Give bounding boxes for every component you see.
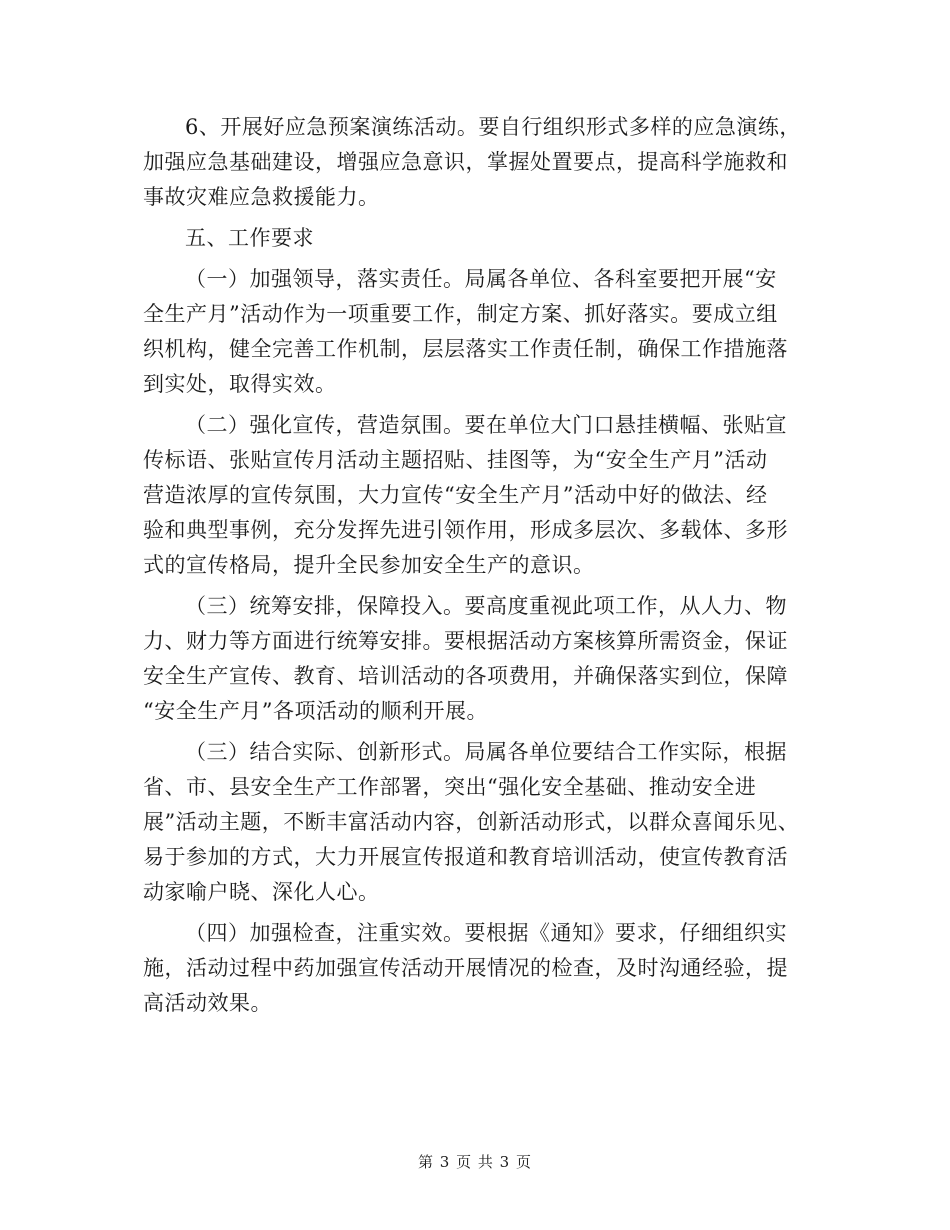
section-heading-work-requirements [143, 221, 807, 256]
text-line: 验和典型事例，充分发挥先进引领作用，形成多层次、多载体、多形 [143, 518, 788, 542]
paragraph-inspection [143, 916, 807, 1021]
text-line: （四）加强检查，注重实效。要根据《通知》要求，仔细组织实 [185, 921, 787, 945]
text-line: 织机构，健全完善工作机制，层层落实工作责任制，确保工作措施落 [143, 337, 788, 361]
text-line: 加强应急基础建设，增强应急意识，掌握处置要点，提高科学施救和 [143, 150, 788, 174]
text-line: （三）统筹安排，保障投入。要高度重视此项工作，从人力、物 [185, 594, 787, 618]
text-line: （三）结合实际、创新形式。局属各单位要结合工作实际，根据 [185, 740, 787, 764]
document-body [143, 110, 807, 1027]
paragraph-innovation [143, 735, 807, 910]
text-line: 力、财力等方面进行统筹安排。要根据活动方案核算所需资金，保证 [143, 629, 788, 653]
page-number-footer: 第 3 页 共 3 页 [418, 1153, 532, 1171]
text-line: 传标语、张贴宣传月活动主题招贴、挂图等，为“安全生产月”活动 [143, 448, 768, 472]
text-line: 安全生产宣传、教育、培训活动的各项费用，并确保落实到位，保障 [143, 664, 788, 688]
text-line: 6、开展好应急预案演练活动。要自行组织形式多样的应急演练， [185, 115, 801, 139]
text-line: “安全生产月”各项活动的顺利开展。 [143, 699, 488, 723]
text-line: 营造浓厚的宣传氛围，大力宣传“安全生产月”活动中好的做法、经 [143, 483, 768, 507]
section-heading: 五、工作要求 [185, 226, 314, 250]
text-line: 事故灾难应急救援能力。 [143, 185, 380, 209]
text-line: （二）强化宣传，营造氛围。要在单位大门口悬挂横幅、张贴宣 [185, 413, 787, 437]
paragraph-investment [143, 589, 807, 729]
text-line: 全生产月”活动作为一项重要工作，制定方案、抓好落实。要成立组 [143, 302, 778, 326]
text-line: 展”活动主题，不断丰富活动内容，创新活动形式，以群众喜闻乐见、 [143, 810, 800, 834]
text-line: 到实处，取得实效。 [143, 372, 337, 396]
text-line: （一）加强领导，落实责任。局属各单位、各科室要把开展“安 [185, 267, 777, 291]
text-line: 式的宣传格局，提升全民参加安全生产的意识。 [143, 553, 595, 577]
text-line: 动家喻户晓、深化人心。 [143, 880, 380, 904]
paragraph-publicity [143, 408, 807, 583]
paragraph-drill-activity [143, 110, 807, 215]
text-line: 易于参加的方式，大力开展宣传报道和教育培训活动，使宣传教育活 [143, 845, 788, 869]
text-line: 省、市、县安全生产工作部署，突出“强化安全基础、推动安全进 [143, 775, 757, 799]
text-line: 施，活动过程中药加强宣传活动开展情况的检查，及时沟通经验，提 [143, 956, 788, 980]
text-line: 高活动效果。 [143, 991, 272, 1015]
paragraph-leadership [143, 262, 807, 402]
